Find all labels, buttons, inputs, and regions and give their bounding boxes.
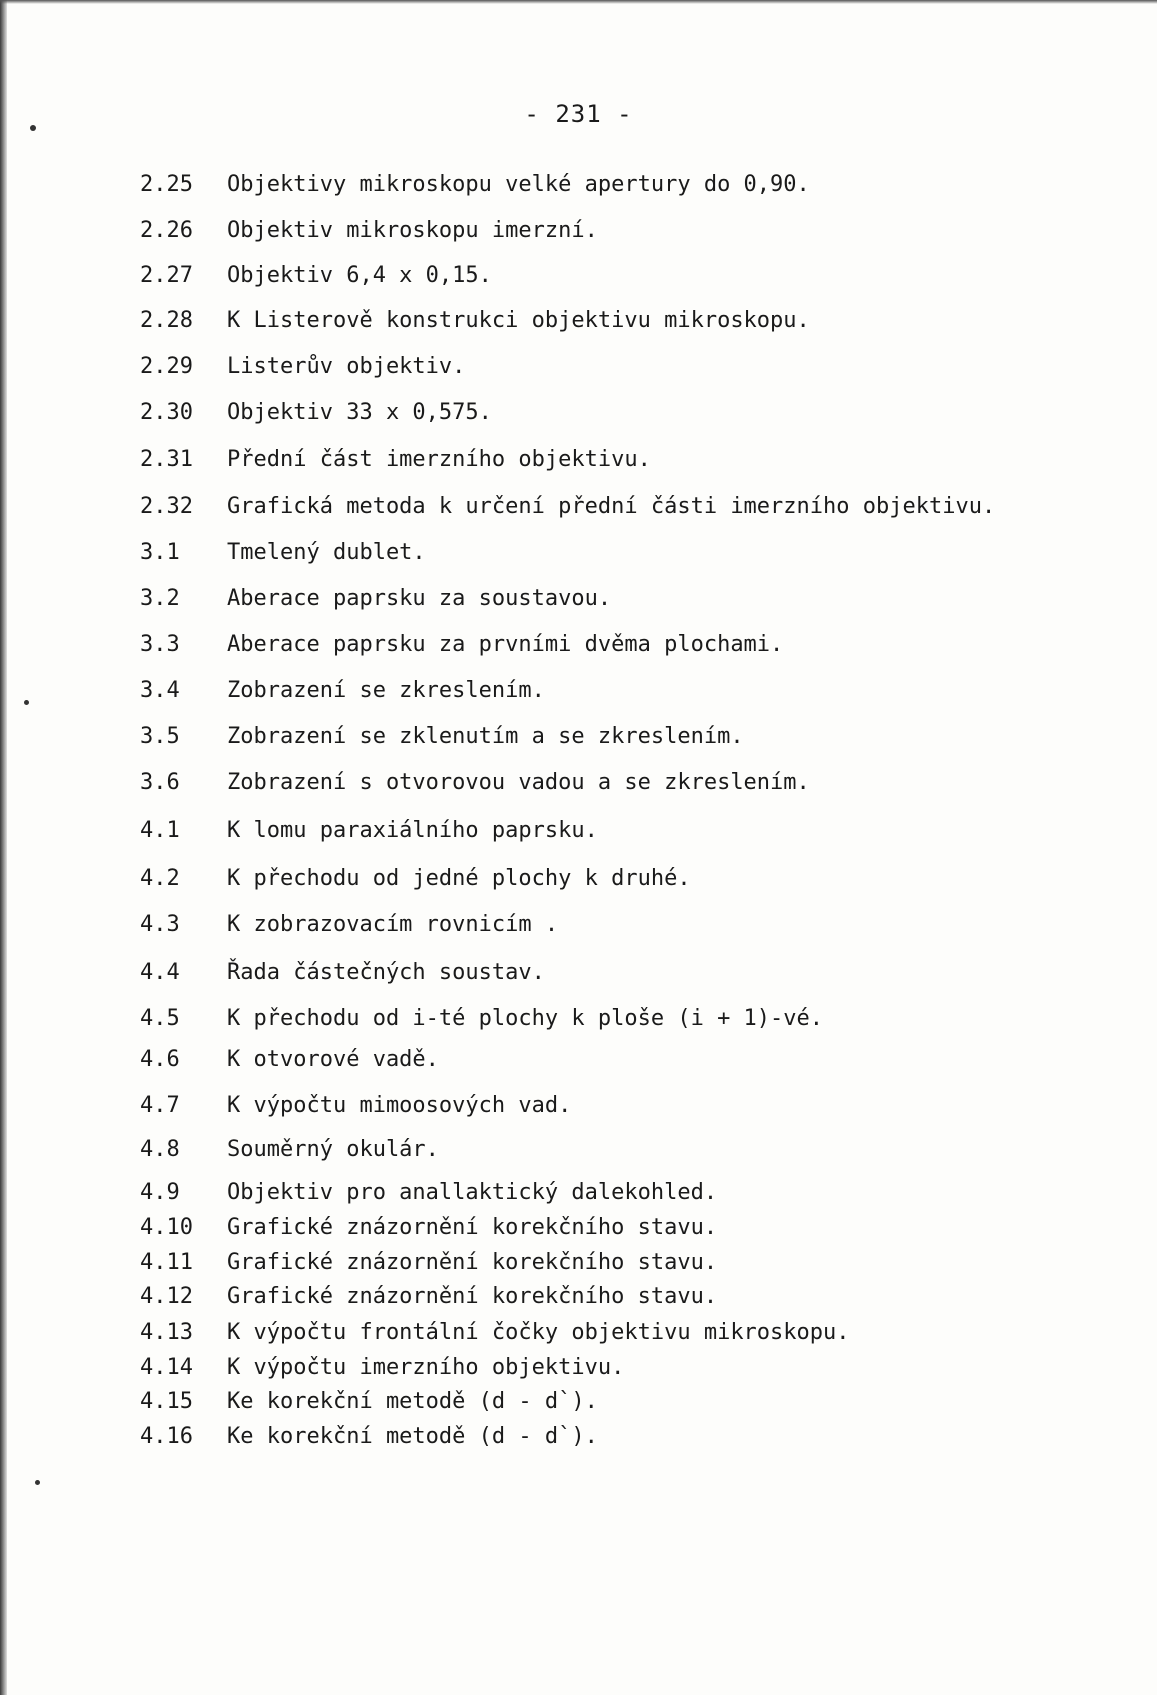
figure-title: K Listerově konstrukci objektivu mikroskopu. [227,308,810,333]
figure-entry [140,1093,1140,1119]
figure-number: 4.6 [140,1047,180,1072]
figure-number: 3.4 [140,678,180,703]
figure-entry [140,586,1140,612]
figure-number: 4.1 [140,818,180,843]
figure-title: Listerův objektiv. [227,354,466,379]
figure-entry [140,263,1140,289]
figure-number: 4.11 [140,1250,193,1275]
figure-entry [140,1355,1140,1381]
figure-entry [140,172,1140,198]
figure-entry [140,1424,1140,1450]
figure-entry [140,447,1140,473]
figure-entry [140,218,1140,244]
figure-title: Tmelený dublet. [227,540,426,565]
figure-number: 4.14 [140,1355,193,1380]
figure-title: Objektiv 6,4 x 0,15. [227,263,492,288]
figure-number: 4.10 [140,1215,193,1240]
figure-entry [140,960,1140,986]
figure-title: Grafické znázornění korekčního stavu. [227,1215,718,1240]
figure-title: Grafické znázornění korekčního stavu. [227,1284,718,1309]
figure-number: 3.1 [140,540,180,565]
figure-entry [140,1284,1140,1310]
figure-entry [140,912,1140,938]
figure-entry [140,1137,1140,1163]
figure-number: 2.29 [140,354,193,379]
figure-entry [140,632,1140,658]
figure-entry [140,354,1140,380]
figure-entry [140,1250,1140,1276]
scan-speck [24,700,29,705]
figure-number: 3.5 [140,724,180,749]
figure-number: 2.28 [140,308,193,333]
scan-edge-top [0,0,1157,4]
figure-title: Objektivy mikroskopu velké apertury do 0,90. [227,172,810,197]
figure-title: K lomu paraxiálního paprsku. [227,818,598,843]
figure-number: 4.13 [140,1320,193,1345]
figure-number: 4.2 [140,866,180,891]
figure-title: K výpočtu frontální čočky objektivu mikroskopu. [227,1320,850,1345]
figure-number: 2.32 [140,494,193,519]
figure-number: 4.5 [140,1006,180,1031]
figure-title: Grafické znázornění korekčního stavu. [227,1250,718,1275]
figure-entry [140,1006,1140,1032]
figure-title: K přechodu od i-té plochy k ploše (i + 1)-vé. [227,1006,824,1031]
figure-title: Objektiv 33 x 0,575. [227,400,492,425]
figure-number: 2.30 [140,400,193,425]
figure-entry [140,678,1140,704]
figure-entry [140,1180,1140,1206]
figure-number: 4.16 [140,1424,193,1449]
figure-entry [140,818,1140,844]
figure-number: 4.15 [140,1389,193,1414]
figure-number: 3.2 [140,586,180,611]
figure-number: 2.25 [140,172,193,197]
figure-entry [140,540,1140,566]
figure-title: Aberace paprsku za soustavou. [227,586,612,611]
figure-title: K zobrazovacím rovnicím . [227,912,559,937]
figure-entry [140,1047,1140,1073]
scan-edge-left [0,0,7,1695]
scan-speck [35,1480,40,1485]
figure-title: Řada částečných soustav. [227,960,545,985]
figure-title: K otvorové vadě. [227,1047,439,1072]
figure-number: 3.3 [140,632,180,657]
figure-number: 2.26 [140,218,193,243]
figure-title: K výpočtu mimoosových vad. [227,1093,572,1118]
figure-title: Zobrazení se zklenutím a se zkreslením. [227,724,744,749]
figure-entry [140,1389,1140,1415]
figure-entry [140,724,1140,750]
figure-entry [140,494,1140,520]
figure-entry [140,308,1140,334]
figure-entry [140,1320,1140,1346]
figure-title: Ke korekční metodě (d - d`). [227,1389,598,1414]
figure-number: 2.27 [140,263,193,288]
figure-title: Zobrazení s otvorovou vadou a se zkreslením. [227,770,810,795]
figure-number: 3.6 [140,770,180,795]
figure-number: 4.8 [140,1137,180,1162]
figure-entry [140,770,1140,796]
figure-title: Objektiv pro anallaktický dalekohled. [227,1180,718,1205]
figure-title: Přední část imerzního objektivu. [227,447,651,472]
figure-entry [140,866,1140,892]
figure-number: 4.9 [140,1180,180,1205]
figure-title: Objektiv mikroskopu imerzní. [227,218,598,243]
figure-entry [140,1215,1140,1241]
figure-title: K výpočtu imerzního objektivu. [227,1355,625,1380]
figure-number: 4.4 [140,960,180,985]
figure-title: K přechodu od jedné plochy k druhé. [227,866,691,891]
figure-title: Zobrazení se zkreslením. [227,678,545,703]
figure-title: Souměrný okulár. [227,1137,439,1162]
figure-number: 4.3 [140,912,180,937]
page-number: - 231 - [524,100,633,128]
figure-number: 4.12 [140,1284,193,1309]
figure-entry [140,400,1140,426]
figure-number: 4.7 [140,1093,180,1118]
figure-title: Aberace paprsku za prvními dvěma plochami. [227,632,784,657]
figure-title: Ke korekční metodě (d - d`). [227,1424,598,1449]
figure-title: Grafická metoda k určení přední části imerzního objektivu. [227,494,996,519]
figure-number: 2.31 [140,447,193,472]
